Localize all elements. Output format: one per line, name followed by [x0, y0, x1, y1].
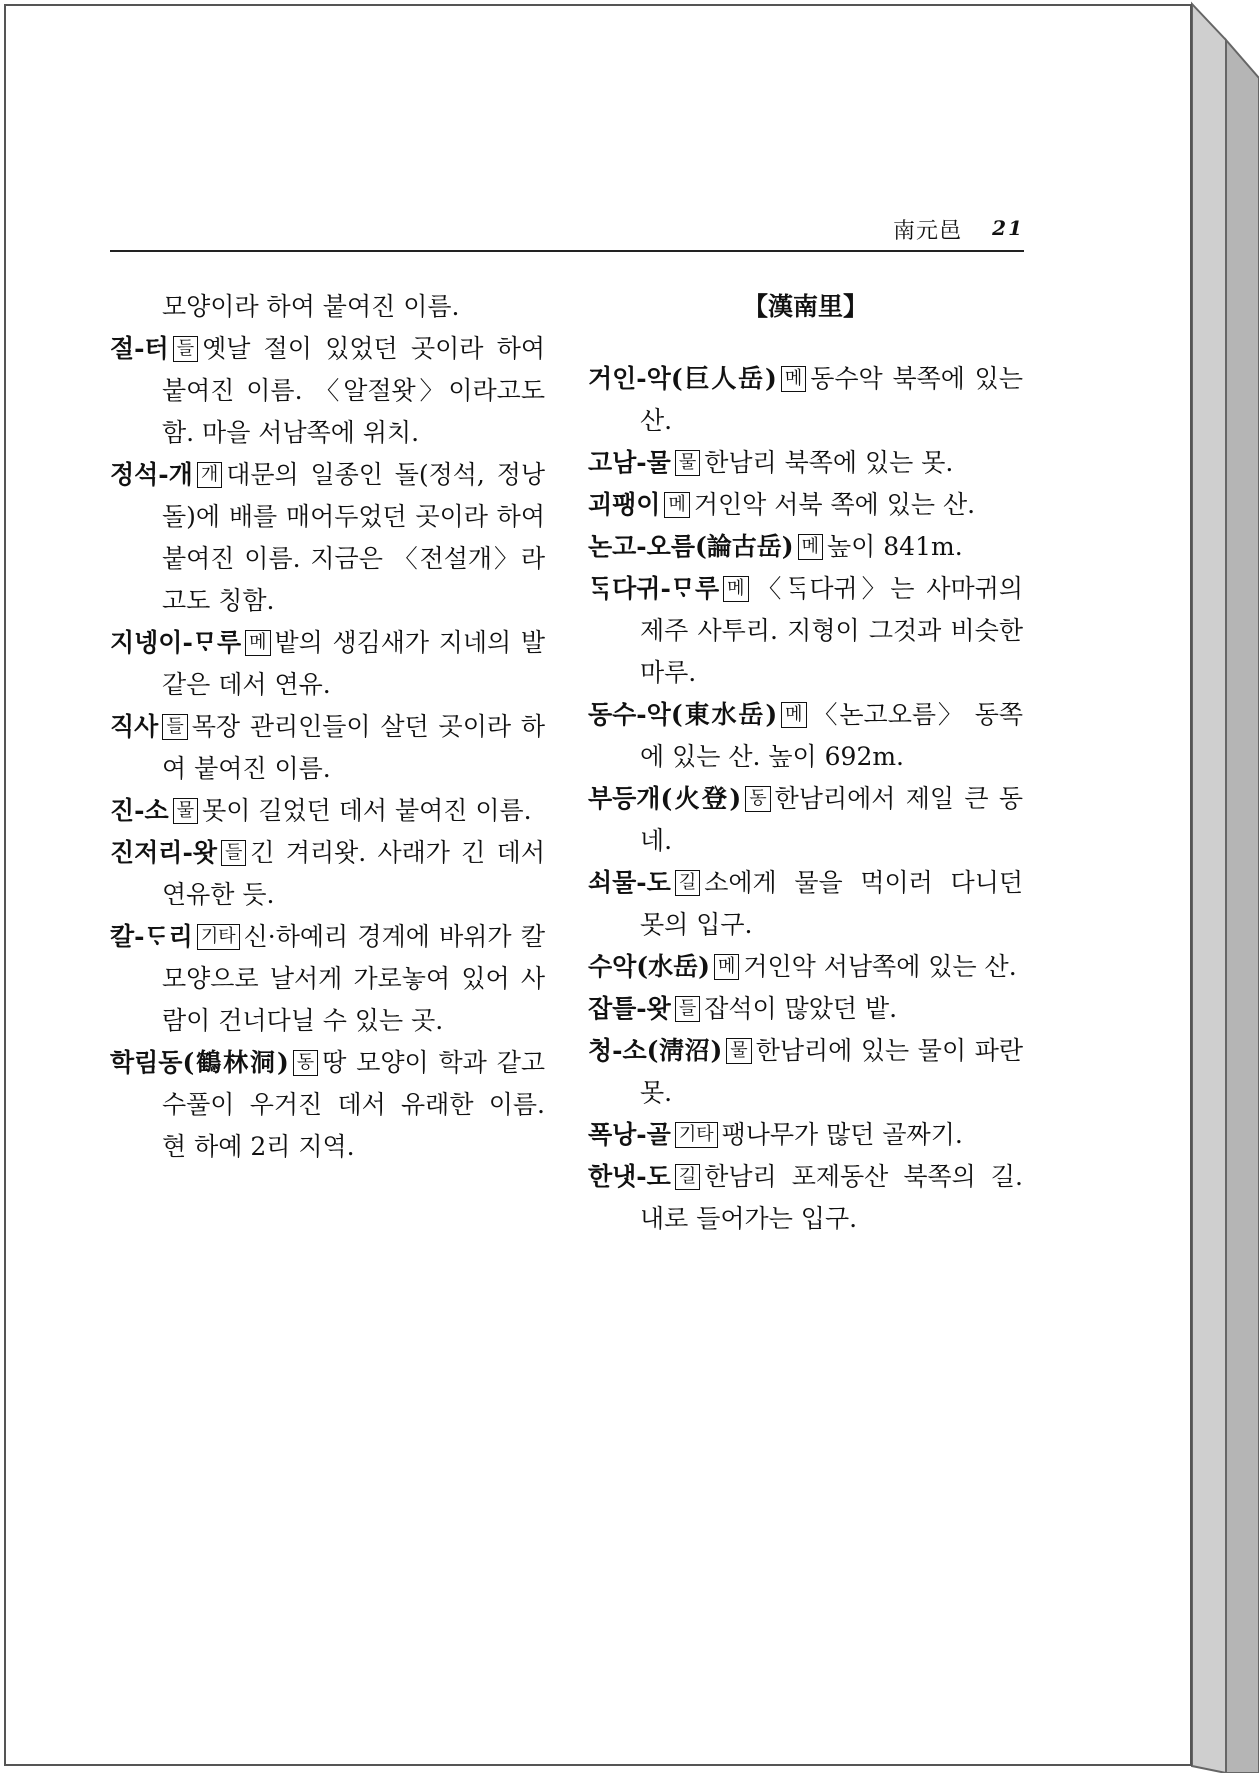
dictionary-entry [588, 778, 1023, 862]
dictionary-entry [110, 286, 545, 328]
entry-headword: 괴팽이 [588, 490, 661, 519]
entry-definition: 한남리 포제동산 북쪽의 길. 내로 들어가는 입구. [640, 1162, 1023, 1233]
dictionary-entry [588, 862, 1023, 946]
dictionary-entry [110, 622, 545, 706]
dictionary-entry [110, 832, 545, 916]
entry-definition: 못이 길었던 데서 붙여진 이름. [202, 796, 532, 825]
dictionary-entry [588, 442, 1023, 484]
running-title: 南元邑 [892, 219, 962, 244]
dictionary-entry [588, 1114, 1023, 1156]
dictionary-entry [588, 526, 1023, 568]
dictionary-entry [110, 706, 545, 790]
dictionary-entry [110, 454, 545, 622]
category-tag: 동 [745, 786, 770, 812]
entry-definition: 소에게 물을 먹이러 다니던 못의 입구. [640, 868, 1023, 939]
entry-headword: 학림동(鶴林洞) [110, 1048, 289, 1077]
entry-headword: 진-소 [110, 796, 169, 825]
right-column [588, 286, 1023, 1240]
dictionary-entry [110, 1042, 545, 1168]
dictionary-entry [588, 1030, 1023, 1114]
entry-headword: 잡틀-왓 [588, 994, 671, 1023]
category-tag: 물 [173, 798, 198, 824]
entry-headword: 동수-악(東水岳) [588, 700, 778, 729]
category-tag: 메 [798, 534, 823, 560]
entry-definition: 거인악 서북 쪽에 있는 산. [693, 490, 976, 519]
category-tag: 들 [173, 336, 198, 362]
page-number: 21 [992, 216, 1024, 240]
category-tag: 들 [162, 714, 187, 740]
category-tag: 길 [675, 870, 700, 896]
category-tag: 메 [781, 366, 806, 392]
category-tag: 물 [675, 450, 700, 476]
category-tag: 기타 [197, 924, 240, 950]
entry-headword: 쇠물-도 [588, 868, 671, 897]
dictionary-entry [588, 484, 1023, 526]
entry-definition: 잡석이 많았던 밭. [704, 994, 898, 1023]
dictionary-entry [110, 790, 545, 832]
entry-headword: 절-터 [110, 334, 169, 363]
entry-definition: 〈논고오름〉 동쪽에 있는 산. 높이 692m. [640, 700, 1024, 771]
entry-headword: 직사 [110, 712, 159, 741]
dictionary-entry [110, 916, 545, 1042]
entry-definition: 팽나무가 많던 골짜기. [721, 1120, 963, 1149]
entry-definition: 한남리에 있는 물이 파란 못. [640, 1036, 1023, 1107]
dictionary-entry [588, 694, 1023, 778]
entry-headword: 정석-개 [110, 460, 193, 489]
entry-definition: 대문의 일종인 돌(정석, 정낭돌)에 배를 매어두었던 곳이라 하여 붙여진 이름. 지금은 〈전설개〉라고도 칭함. [162, 460, 545, 615]
entry-definition: 땅 모양이 학과 같고 수풀이 우거진 데서 유래한 이름. 현 하예 2리 지역. [162, 1048, 545, 1161]
dictionary-entry [588, 358, 1023, 442]
entry-definition: 높이 841m. [827, 532, 963, 561]
entry-headword: 지넹이-ᄆᆞ루 [110, 628, 242, 657]
entry-headword: 수악(水岳) [588, 952, 710, 981]
entry-definition: 동수악 북쪽에 있는 산. [640, 364, 1023, 435]
category-tag: 들 [675, 996, 700, 1022]
category-tag: 동 [293, 1050, 318, 1076]
entry-headword: 한냇-도 [588, 1162, 671, 1191]
entry-headword: 고남-물 [588, 448, 671, 477]
category-tag: 메 [664, 492, 689, 518]
category-tag: 메 [714, 954, 739, 980]
entry-definition: 한남리에서 제일 큰 동네. [640, 784, 1023, 855]
entry-headword: 폭낭-골 [588, 1120, 671, 1149]
entry-headword: 칼-ᄃᆞ리 [110, 922, 193, 951]
entry-definition: 옛날 절이 있었던 곳이라 하여 붙여진 이름. 〈알절왓〉이라고도 함. 마을 서남쪽에 위치. [162, 334, 545, 447]
dictionary-entry [110, 328, 545, 454]
entry-headword: 거인-악(巨人岳) [588, 364, 777, 393]
entry-headword: ᄃᆞᆨ다귀-ᄆᆞ루 [588, 574, 720, 603]
category-tag: 물 [726, 1038, 751, 1064]
entry-headword: 청-소(淸沼) [588, 1036, 723, 1065]
category-tag: 메 [781, 702, 806, 728]
category-tag: 들 [221, 840, 246, 866]
page-header [110, 212, 1024, 252]
category-tag: 개 [197, 462, 222, 488]
dictionary-entry [588, 946, 1023, 988]
entry-headword: 진저리-왓 [110, 838, 217, 867]
entry-definition: 신·하예리 경계에 바위가 칼 모양으로 날서게 가로놓여 있어 사람이 건너다닐 수 있는 곳. [162, 922, 545, 1035]
entry-definition: 긴 겨리왓. 사래가 긴 데서 연유한 듯. [162, 838, 545, 909]
entry-headword: 논고-오름(論古岳) [588, 532, 794, 561]
dictionary-entry [588, 1156, 1023, 1240]
section-title: 【漢南里】 [742, 292, 868, 321]
entry-headword: 부등개(火登) [588, 784, 742, 813]
dictionary-entry [588, 988, 1023, 1030]
entry-definition: 거인악 서남쪽에 있는 산. [743, 952, 1017, 981]
left-column [110, 286, 545, 1168]
category-tag: 길 [675, 1164, 700, 1190]
entry-definition: 밭의 생김새가 지네의 발 같은 데서 연유. [162, 628, 545, 699]
entry-definition: 목장 관리인들이 살던 곳이라 하여 붙여진 이름. [162, 712, 545, 783]
entry-definition: 〈ᄃᆞᆨ다귀〉는 사마귀의 제주 사투리. 지형이 그것과 비슷한 마루. [640, 574, 1023, 687]
category-tag: 메 [245, 630, 270, 656]
dictionary-entry [588, 568, 1023, 694]
category-tag: 메 [723, 576, 748, 602]
entry-definition: 한남리 북쪽에 있는 못. [704, 448, 954, 477]
category-tag: 기타 [675, 1122, 718, 1148]
entry-definition: 모양이라 하여 붙여진 이름. [162, 292, 460, 321]
